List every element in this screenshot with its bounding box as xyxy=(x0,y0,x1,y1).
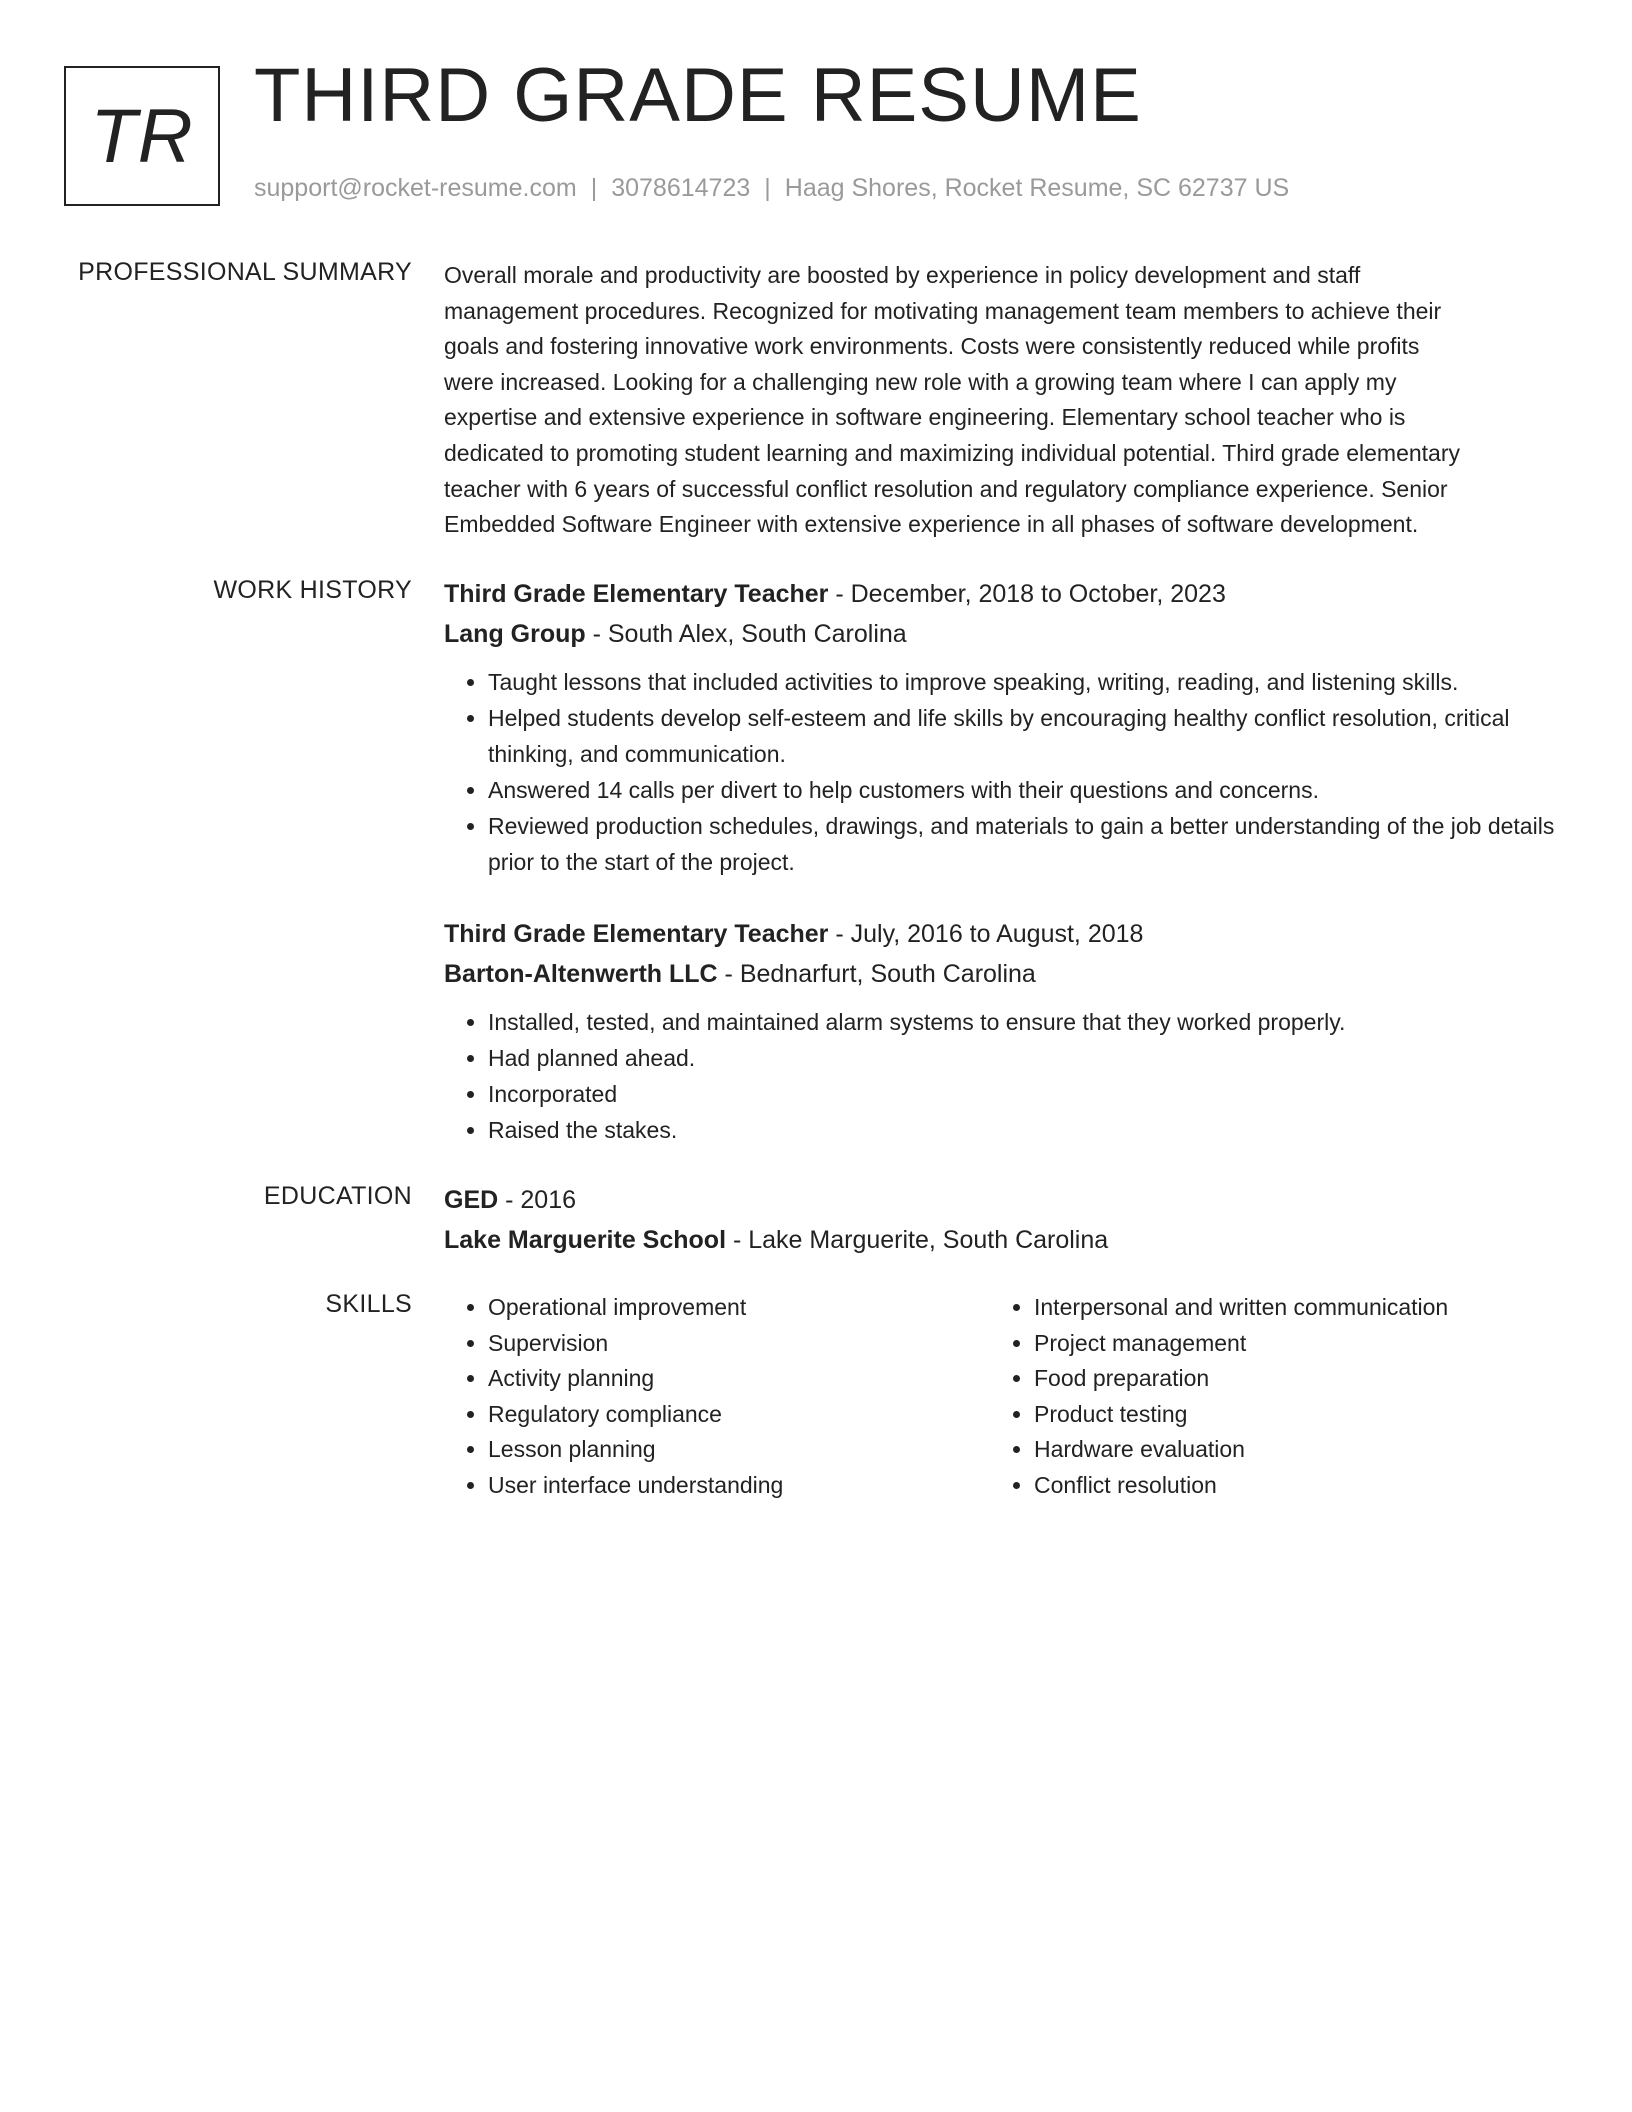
job-bullet: • Raised the stakes. xyxy=(488,1112,1556,1148)
job-bullet: • Answered 14 calls per divert to help customers with their questions and concerns. xyxy=(488,772,1556,808)
job-company-line xyxy=(444,614,1556,654)
job-bullet: • Installed, tested, and maintained alarm systems to ensure that they worked properly. xyxy=(488,1004,1556,1040)
job-title: Third Grade Elementary Teacher xyxy=(444,920,829,948)
job-title-line xyxy=(444,574,1556,614)
job-bullet: • Taught lessons that included activities to improve speaking, writing, reading, and listening skills. xyxy=(488,664,1556,700)
monogram-box xyxy=(64,66,220,206)
job-location: - Bednarfurt, South Carolina xyxy=(717,960,1036,988)
skill-item: • Hardware evaluation xyxy=(1034,1432,1536,1468)
contact-phone: 3078614723 xyxy=(611,174,751,202)
education-school: Lake Marguerite School xyxy=(444,1226,727,1254)
job-title: Third Grade Elementary Teacher xyxy=(444,580,829,608)
education-degree: GED xyxy=(444,1186,499,1214)
section-label: EDUCATION xyxy=(263,1182,412,1210)
skill-item: • Lesson planning xyxy=(488,1432,990,1468)
skill-item: • Operational improvement xyxy=(488,1290,990,1326)
contact-separator: | xyxy=(764,174,771,202)
skill-item: • Interpersonal and written communication xyxy=(1034,1290,1536,1326)
skill-item: • Project management xyxy=(1034,1326,1536,1362)
skills-column-left xyxy=(444,1290,990,1504)
summary-line: teacher with 6 years of successful conflict resolution and regulatory compliance experience. Senior xyxy=(444,475,1448,502)
summary-text xyxy=(444,258,1556,543)
job-location: - South Alex, South Carolina xyxy=(585,620,907,648)
job-bullet: • Helped students develop self-esteem and life skills by encouraging healthy conflict resolution, critical thinking, and communication. xyxy=(488,700,1556,772)
job-bullet: • Incorporated xyxy=(488,1076,1556,1112)
skill-item: • Regulatory compliance xyxy=(488,1397,990,1433)
skill-item: • Food preparation xyxy=(1034,1361,1536,1397)
summary-line: dedicated to promoting student learning and maximizing individual potential. Third grade elementary xyxy=(444,439,1461,466)
job-bullet: • Had planned ahead. xyxy=(488,1040,1556,1076)
contact-email: support@rocket-resume.com xyxy=(254,174,577,202)
education-entry xyxy=(444,1180,1556,1260)
skill-item: • Product testing xyxy=(1034,1397,1536,1433)
summary-line: expertise and extensive experience in software engineering. Elementary school teacher who is xyxy=(444,404,1406,431)
job-company: Lang Group xyxy=(444,620,586,648)
contact-address: Haag Shores, Rocket Resume, SC 62737 US xyxy=(784,174,1290,202)
education-degree-line xyxy=(444,1180,1556,1220)
job-entry xyxy=(444,914,1556,1148)
contact-line xyxy=(254,174,1289,203)
education-location: - Lake Marguerite, South Carolina xyxy=(726,1226,1109,1254)
skills-column-right xyxy=(990,1290,1536,1504)
job-dates: - December, 2018 to October, 2023 xyxy=(828,580,1226,608)
contact-separator: | xyxy=(590,174,598,202)
education-school-line xyxy=(444,1220,1556,1260)
job-entry xyxy=(444,574,1556,880)
job-bullet: • Reviewed production schedules, drawings, and materials to gain a better understanding of the job details prior to the start of the project. xyxy=(488,808,1556,880)
summary-line: management procedures. Recognized for motivating management team members to achieve their xyxy=(444,297,1442,324)
job-company-line xyxy=(444,954,1556,994)
section-label: PROFESSIONAL SUMMARY xyxy=(78,258,412,286)
job-dates: - July, 2016 to August, 2018 xyxy=(828,920,1144,948)
summary-line: goals and fostering innovative work environments. Costs were consistently reduced while profits xyxy=(444,333,1420,360)
resume-name: THIRD GRADE RESUME xyxy=(254,53,1142,138)
job-bullets xyxy=(444,1004,1556,1148)
job-bullets xyxy=(444,664,1556,880)
summary-line: were increased. Looking for a challenging new role with a growing team where I can apply my xyxy=(444,368,1397,395)
monogram-initials: TR xyxy=(90,93,194,179)
education-year: - 2016 xyxy=(498,1186,577,1214)
summary-line: Overall morale and productivity are boosted by experience in policy development and staff xyxy=(444,262,1361,288)
skills-grid xyxy=(444,1290,1556,1504)
job-title-line xyxy=(444,914,1556,954)
skill-item: • Supervision xyxy=(488,1326,990,1362)
summary-line: Embedded Software Engineer with extensive experience in all phases of software development. xyxy=(444,511,1419,538)
skill-item: • Activity planning xyxy=(488,1361,990,1397)
section-label: WORK HISTORY xyxy=(213,576,412,604)
section-label: SKILLS xyxy=(325,1290,412,1318)
skill-item: • User interface understanding xyxy=(488,1468,990,1504)
skill-item: • Conflict resolution xyxy=(1034,1468,1536,1504)
job-company: Barton-Altenwerth LLC xyxy=(444,960,718,988)
